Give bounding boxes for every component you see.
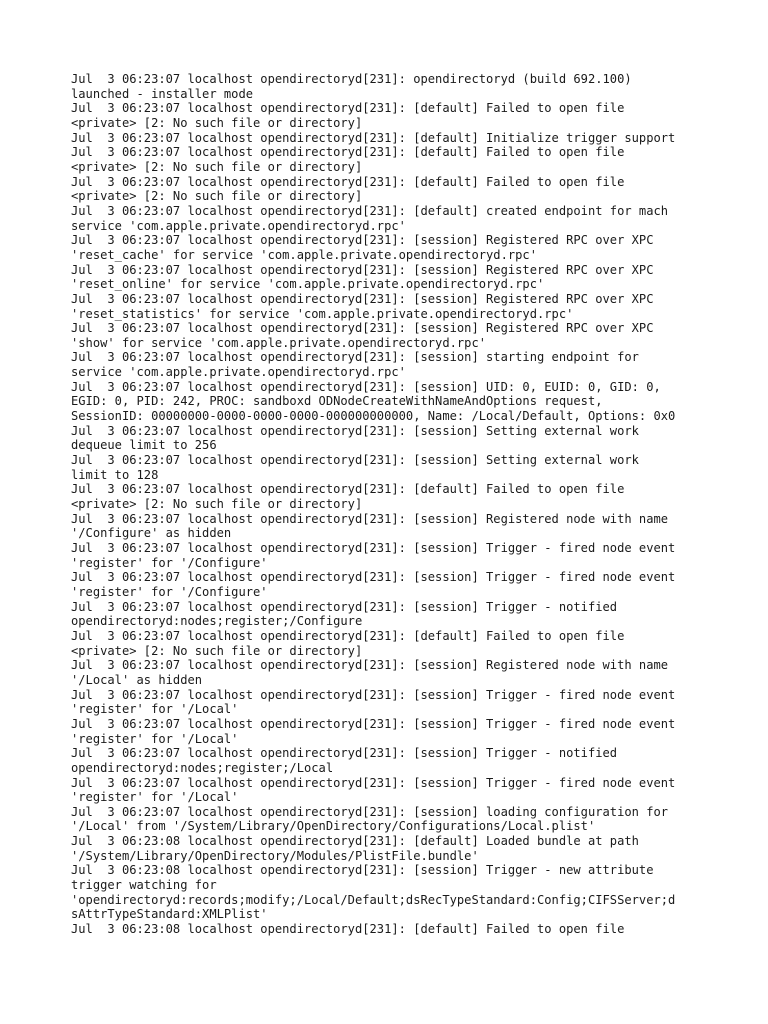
- log-line: sAttrTypeStandard:XMLPlist': [71, 907, 268, 922]
- log-line: Jul 3 06:23:07 localhost opendirectoryd[231]: [session] Setting external work: [71, 453, 639, 468]
- log-line: Jul 3 06:23:07 localhost opendirectoryd[231]: [default] Failed to open file: [71, 145, 625, 160]
- log-line: launched - installer mode: [71, 86, 254, 101]
- log-line: opendirectoryd:nodes;register;/Configure: [71, 614, 363, 629]
- log-line: Jul 3 06:23:08 localhost opendirectoryd[231]: [default] Failed to open file: [71, 922, 625, 937]
- log-line: opendirectoryd:nodes;register;/Local: [71, 760, 334, 775]
- log-line: Jul 3 06:23:07 localhost opendirectoryd[231]: [default] created endpoint for mach: [71, 203, 669, 218]
- log-line: SessionID: 00000000-0000-0000-0000-000000000000, Name: /Local/Default, Options: 0x0: [71, 409, 676, 424]
- log-line: <private> [2: No such file or directory]: [71, 115, 363, 130]
- log-line: service 'com.apple.private.opendirectoryd.rpc': [71, 365, 406, 380]
- log-line: 'reset_online' for service 'com.apple.private.opendirectoryd.rpc': [71, 277, 545, 292]
- log-line: Jul 3 06:23:07 localhost opendirectoryd[231]: [session] Trigger - notified: [71, 599, 618, 614]
- log-line: Jul 3 06:23:07 localhost opendirectoryd[231]: [default] Failed to open file: [71, 174, 625, 189]
- log-line: Jul 3 06:23:07 localhost opendirectoryd[231]: [session] loading configuration for: [71, 804, 669, 819]
- log-line: '/Local' as hidden: [71, 672, 203, 687]
- log-line: Jul 3 06:23:08 localhost opendirectoryd[231]: [session] Trigger - new attribute: [71, 863, 654, 878]
- log-line: Jul 3 06:23:07 localhost opendirectoryd[231]: [session] Registered RPC over XPC: [71, 233, 654, 248]
- log-line: Jul 3 06:23:07 localhost opendirectoryd[231]: [session] Registered RPC over XPC: [71, 291, 654, 306]
- log-line: 'register' for '/Configure': [71, 584, 268, 599]
- log-line: '/System/Library/OpenDirectory/Modules/PlistFile.bundle': [71, 848, 479, 863]
- log-line: Jul 3 06:23:07 localhost opendirectoryd[231]: [session] Trigger - fired node event: [71, 775, 676, 790]
- log-line: Jul 3 06:23:07 localhost opendirectoryd[231]: [session] Trigger - fired node event: [71, 570, 676, 585]
- log-line: '/Configure' as hidden: [71, 526, 232, 541]
- log-line: Jul 3 06:23:07 localhost opendirectoryd[231]: [session] Trigger - notified: [71, 746, 618, 761]
- log-line: Jul 3 06:23:07 localhost opendirectoryd[231]: [session] Registered node with name: [71, 511, 669, 526]
- log-line: 'register' for '/Local': [71, 702, 239, 717]
- log-line: Jul 3 06:23:07 localhost opendirectoryd[231]: [session] Registered RPC over XPC: [71, 262, 654, 277]
- log-line: Jul 3 06:23:07 localhost opendirectoryd[231]: [default] Failed to open file: [71, 482, 625, 497]
- log-line: Jul 3 06:23:07 localhost opendirectoryd[231]: [session] Registered node with name: [71, 658, 669, 673]
- log-line: Jul 3 06:23:07 localhost opendirectoryd[231]: [session] Trigger - fired node event: [71, 541, 676, 555]
- log-line: limit to 128: [71, 467, 159, 482]
- log-line: 'opendirectoryd:records;modify;/Local/Default;dsRecTypeStandard:Config;CIFSServer;d: [71, 892, 676, 907]
- log-line: Jul 3 06:23:07 localhost opendirectoryd[231]: [session] Setting external work: [71, 423, 639, 438]
- log-line: Jul 3 06:23:07 localhost opendirectoryd[231]: [session] Trigger - fired node event: [71, 716, 676, 731]
- log-line: <private> [2: No such file or directory]: [71, 497, 363, 512]
- log-line: 'register' for '/Local': [71, 790, 239, 805]
- log-line: 'register' for '/Local': [71, 731, 239, 746]
- log-line: 'reset_statistics' for service 'com.apple.private.opendirectoryd.rpc': [71, 306, 574, 321]
- log-line: <private> [2: No such file or directory]: [71, 643, 363, 658]
- log-line: 'register' for '/Configure': [71, 555, 268, 570]
- log-text-block: [71, 72, 761, 937]
- log-line: Jul 3 06:23:07 localhost opendirectoryd[231]: [default] Initialize trigger support: [71, 130, 676, 145]
- log-line: <private> [2: No such file or directory]: [71, 189, 363, 204]
- log-line: 'reset_cache' for service 'com.apple.private.opendirectoryd.rpc': [71, 247, 537, 262]
- log-line: Jul 3 06:23:07 localhost opendirectoryd[231]: opendirectoryd (build 692.100): [71, 72, 632, 86]
- log-line: trigger watching for: [71, 878, 217, 893]
- log-line: Jul 3 06:23:07 localhost opendirectoryd[231]: [default] Failed to open file: [71, 101, 625, 116]
- log-line: Jul 3 06:23:07 localhost opendirectoryd[231]: [session] starting endpoint for: [71, 350, 639, 365]
- log-line: 'show' for service 'com.apple.private.opendirectoryd.rpc': [71, 335, 487, 350]
- log-line: <private> [2: No such file or directory]: [71, 159, 363, 174]
- log-line: Jul 3 06:23:07 localhost opendirectoryd[231]: [session] UID: 0, EUID: 0, GID: 0,: [71, 379, 661, 394]
- log-line: EGID: 0, PID: 242, PROC: sandboxd ODNodeCreateWithNameAndOptions request,: [71, 394, 603, 409]
- log-line: dequeue limit to 256: [71, 438, 217, 453]
- log-line: Jul 3 06:23:07 localhost opendirectoryd[231]: [default] Failed to open file: [71, 628, 625, 643]
- log-line: Jul 3 06:23:07 localhost opendirectoryd[231]: [session] Registered RPC over XPC: [71, 321, 654, 336]
- log-line: '/Local' from '/System/Library/OpenDirectory/Configurations/Local.plist': [71, 819, 596, 834]
- log-line: Jul 3 06:23:08 localhost opendirectoryd[231]: [default] Loaded bundle at path: [71, 834, 639, 849]
- log-line: service 'com.apple.private.opendirectoryd.rpc': [71, 218, 406, 233]
- log-line: Jul 3 06:23:07 localhost opendirectoryd[231]: [session] Trigger - fired node event: [71, 687, 676, 702]
